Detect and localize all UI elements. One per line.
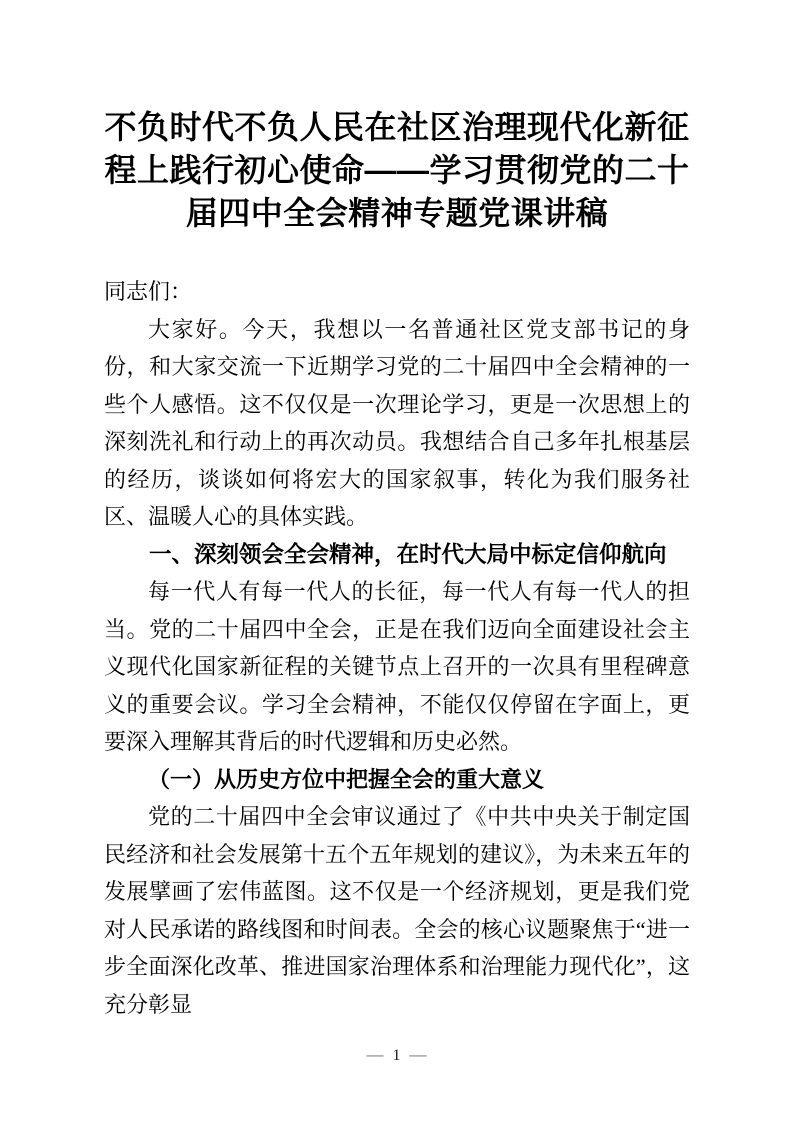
section-1-paragraph: 每一代人有每一代人的长征，每一代人有每一代人的担当。党的二十届四中全会，正是在我们迈向全面建设社会主义现代化国家新征程的关键节点上召开的一次具有里程碑意义的重要会议。学习全会精神，不能仅仅停留在字面上，更要深入理解其背后的时代逻辑和历史必然。 (104, 579, 690, 754)
footer-dash-left: — (366, 1045, 384, 1064)
document-body (104, 273, 690, 1023)
page-footer (0, 1045, 793, 1066)
intro-paragraph: 大家好。今天，我想以一名普通社区党支部书记的身份，和大家交流一下近期学习党的二十届四中全会精神的一些个人感悟。这不仅仅是一次理论学习，更是一次思想上的深刻洗礼和行动上的再次动员。我想结合自己多年扎根基层的经历，谈谈如何将宏大的国家叙事，转化为我们服务社区、温暖人心的具体实践。 (104, 316, 690, 529)
page-number: 1 (392, 1047, 401, 1064)
document-title: 不负时代不负人民在社区治理现代化新征程上践行初心使命——学习贯彻党的二十届四中全会精神专题党课讲稿 (104, 109, 690, 231)
subsection-1-paragraph: 党的二十届四中全会审议通过了《中共中央关于制定国民经济和社会发展第十五个五年规划的建议》，为未来五年的发展擘画了宏伟蓝图。这不仅是一个经济规划，更是我们党对人民承诺的路线图和时间表。全会的核心议题聚焦于“进一步全面深化改革、推进国家治理体系和治理能力现代化”，这充分彰显 (104, 804, 690, 1017)
section-1-heading: 一、深刻领会全会精神，在时代大局中标定信仰航向 (149, 541, 667, 567)
subsection-1-heading: （一）从历史方位中把握全会的重大意义 (148, 766, 545, 792)
salutation: 同志们： (104, 279, 193, 304)
footer-dash-right: — (409, 1045, 427, 1064)
